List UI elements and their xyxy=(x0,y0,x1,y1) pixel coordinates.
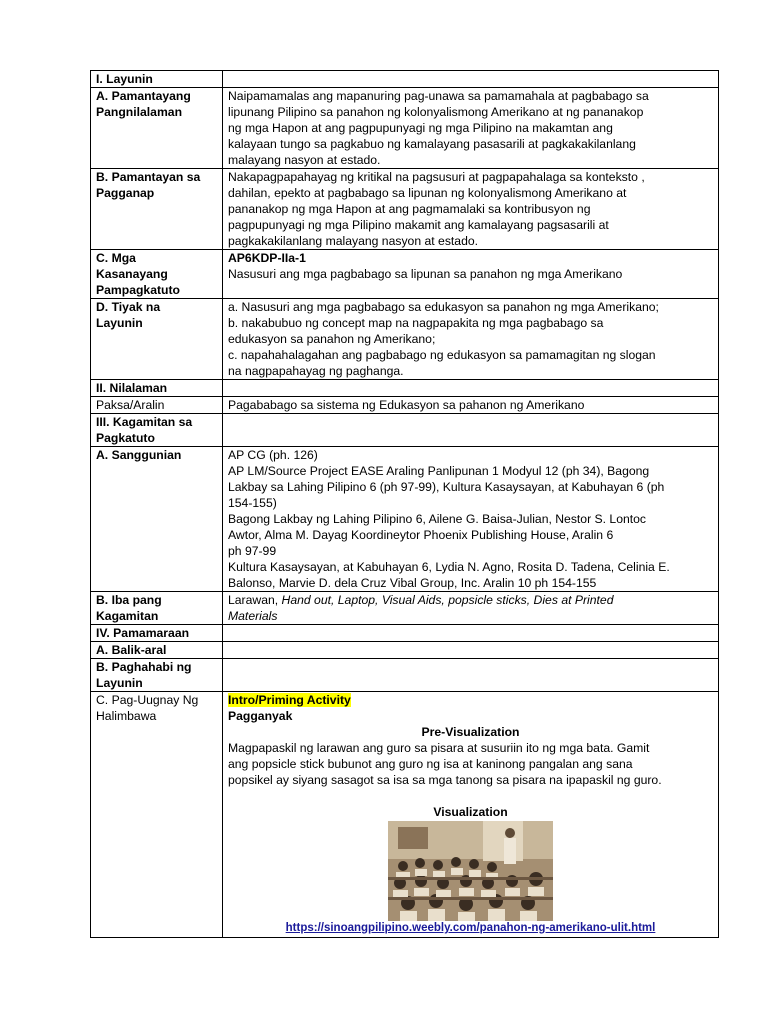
label-line: B. Paghahabi ng xyxy=(96,660,192,674)
text-line: Nasusuri ang mga pagbabago sa lipunan sa panahon ng mga Amerikano xyxy=(228,267,623,281)
label-line: A. Pamantayang xyxy=(96,89,191,103)
competency-code: AP6KDP-IIa-1 xyxy=(228,251,306,265)
classroom-photo xyxy=(388,821,553,921)
table-row xyxy=(91,250,719,299)
row-label xyxy=(91,169,223,250)
intro-heading: Intro/Priming Activity xyxy=(228,693,351,707)
row-label: A. Sanggunian xyxy=(91,447,223,592)
row-content xyxy=(223,380,719,397)
text-line: Pagababago sa sistema ng Edukasyon sa pahanon ng Amerikano xyxy=(228,398,585,412)
label-line: Kasanayang xyxy=(96,267,168,281)
label-line: Layunin xyxy=(96,676,143,690)
text-line: Bagong Lakbay ng Lahing Pilipino 6, Ailene G. Baisa-Julian, Nestor S. Lontoc xyxy=(228,512,647,526)
row-content xyxy=(223,692,719,938)
table-row xyxy=(91,71,719,88)
text-line: pagkakakilanlang malayang nasyon at estado. xyxy=(228,234,479,248)
row-label xyxy=(91,88,223,169)
text-line: AP CG (ph. 126) xyxy=(228,448,318,462)
row-content xyxy=(223,397,719,414)
pre-visualization-heading: Pre-Visualization xyxy=(421,725,520,739)
text-line: lipunang Pilipino sa panahon ng kolonyalismong Amerikano at ng pananakop xyxy=(228,105,644,119)
row-content xyxy=(223,169,719,250)
label-line: Layunin xyxy=(96,316,143,330)
table-row xyxy=(91,642,719,659)
text-line: ph 97-99 xyxy=(228,544,277,558)
pagganyak-heading: Pagganyak xyxy=(228,709,293,723)
text-line: popsikel ay siyang sasagot sa isa sa mga tanong sa pisara na ipapaskil ng guro. xyxy=(228,773,662,787)
table-row xyxy=(91,380,719,397)
label-line: Pagkatuto xyxy=(96,431,155,445)
label-line: C. Mga xyxy=(96,251,136,265)
label-line: Pagganap xyxy=(96,186,155,200)
table-row xyxy=(91,397,719,414)
row-content xyxy=(223,414,719,447)
table-row xyxy=(91,447,719,592)
table-row xyxy=(91,659,719,692)
row-content xyxy=(223,299,719,380)
text-line: Magpapaskil ng larawan ang guro sa pisara at susuriin ito ng mga bata. Gamit xyxy=(228,741,650,755)
table-row xyxy=(91,692,719,938)
row-content xyxy=(223,250,719,299)
text-line: pananakop ng mga Hapon at ang pagmamalaki sa kontribusyon ng xyxy=(228,202,591,216)
row-label xyxy=(91,299,223,380)
text-line: Lakbay sa Lahing Pilipino 6 (ph 97-99), Kultura Kasaysayan, at Kabuhayan 6 (ph xyxy=(228,480,665,494)
label-line: Pangnilalaman xyxy=(96,105,183,119)
row-content xyxy=(223,71,719,88)
text-line: Nakapagpapahayag ng kritikal na pagsusuri at pagpapahalaga sa konteksto , xyxy=(228,170,645,184)
text-line: na nagpapahayag ng paghanga. xyxy=(228,364,404,378)
intro-line xyxy=(228,692,713,708)
label-line: B. Pamantayan sa xyxy=(96,170,201,184)
text-line: b. nakabubuo ng concept map na nagpapakita ng mga pagbabago sa xyxy=(228,316,604,330)
row-label xyxy=(91,692,223,938)
text-line: 154-155) xyxy=(228,496,277,510)
source-link[interactable]: https://sinoangpilipino.weebly.com/panahon-ng-amerikano-ulit.html xyxy=(285,922,656,934)
table-row xyxy=(91,625,719,642)
row-label xyxy=(91,592,223,625)
table-row xyxy=(91,299,719,380)
row-label xyxy=(91,659,223,692)
table-row xyxy=(91,592,719,625)
text-line: a. Nasusuri ang mga pagbabago sa edukasyon sa panahon ng mga Amerikano; xyxy=(228,300,659,314)
row-content xyxy=(223,592,719,625)
label-line: III. Kagamitan sa xyxy=(96,415,193,429)
label-line: C. Pag-Uugnay Ng xyxy=(96,693,199,707)
text-line: pagpupunyagi ng mga Pilipino makamit ang kamalayang pagsasarili at xyxy=(228,218,609,232)
row-content xyxy=(223,642,719,659)
text-line: Naipamamalas ang mapanuring pag-unawa sa pamamahala at pagbabago sa xyxy=(228,89,649,103)
text-line: ang popsicle stick bubunot ang guro ng isa at kaninong pangalan ang sana xyxy=(228,757,633,771)
row-label: I. Layunin xyxy=(91,71,223,88)
text-line: c. napahahalagahan ang pagbabago ng edukasyon sa pamamagitan ng slogan xyxy=(228,348,656,362)
text-line: Awtor, Alma M. Dayag Koordineytor Phoenix Publishing House, Aralin 6 xyxy=(228,528,614,542)
text-line xyxy=(228,592,713,608)
text-line: edukasyon sa panahon ng Amerikano; xyxy=(228,332,436,346)
label-line: Halimbawa xyxy=(96,709,157,723)
text-line: malayang nasyon at estado. xyxy=(228,153,381,167)
label-line: Pampagkatuto xyxy=(96,283,180,297)
visualization-heading: Visualization xyxy=(433,805,508,819)
row-label: IV. Pamamaraan xyxy=(91,625,223,642)
text-line: Kultura Kasaysayan, at Kabuhayan 6, Lydia N. Agno, Rosita D. Tadena, Celinia E. xyxy=(228,560,670,574)
row-label: A. Balik-aral xyxy=(91,642,223,659)
materials-prefix: Larawan, xyxy=(228,593,282,607)
label-line: D. Tiyak na xyxy=(96,300,161,314)
label-line: B. Iba pang xyxy=(96,593,162,607)
spacer xyxy=(228,788,713,804)
row-content xyxy=(223,88,719,169)
text-line: AP LM/Source Project EASE Araling Panlipunan 1 Modyul 12 (ph 34), Bagong xyxy=(228,464,650,478)
table-row xyxy=(91,169,719,250)
row-content xyxy=(223,659,719,692)
row-label xyxy=(91,250,223,299)
text-line: dahilan, epekto at pagbabago sa lipunan ng kolonyalismong Amerikano at xyxy=(228,186,627,200)
row-label: Paksa/Aralin xyxy=(91,397,223,414)
row-label: II. Nilalaman xyxy=(91,380,223,397)
row-content xyxy=(223,447,719,592)
text-line: Balonso, Marvie D. dela Cruz Vibal Group, Inc. Aralin 10 ph 154-155 xyxy=(228,576,597,590)
text-line: ng mga Hapon at ang pagpupunyagi ng mga Pilipino na makamtan ang xyxy=(228,121,613,135)
table-row xyxy=(91,414,719,447)
lesson-plan-table xyxy=(90,70,719,938)
table-row xyxy=(91,88,719,169)
row-content xyxy=(223,625,719,642)
row-label xyxy=(91,414,223,447)
materials-italic: Hand out, Laptop, Visual Aids, popsicle sticks, Dies at Printed xyxy=(281,593,614,607)
text-line: kalayaan tungo sa pagkabuo ng kamalayang pasasarili at pagkakakilanlang xyxy=(228,137,636,151)
text-line: Materials xyxy=(228,609,278,623)
label-line: Kagamitan xyxy=(96,609,159,623)
